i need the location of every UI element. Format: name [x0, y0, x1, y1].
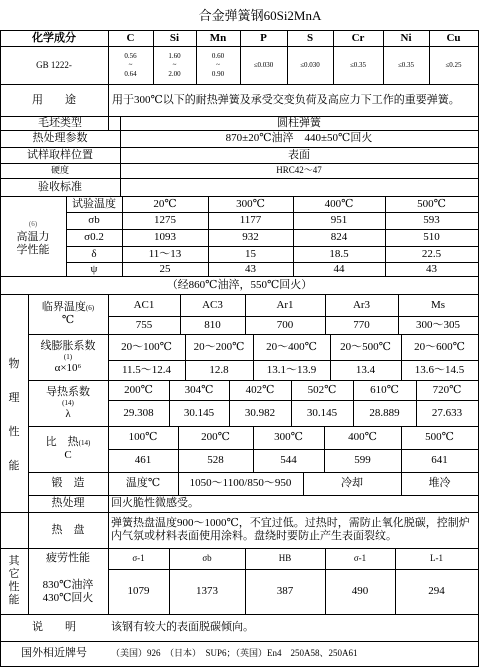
conductivity-temp: 200℃ — [124, 383, 153, 396]
specific-heat-temp: 300℃ — [274, 431, 303, 443]
element-s: S — [306, 31, 314, 44]
foreign-grades-label: 国外相近牌号 — [21, 647, 87, 659]
fatigue-value: 294 — [428, 585, 445, 597]
expansion-range: 20～600℃ — [414, 340, 465, 353]
composition-label: 化学成分 — [32, 31, 76, 44]
specific-heat-temp: 400℃ — [348, 431, 377, 443]
composition-value-c: 0.56 ~ 0.64 — [124, 51, 137, 78]
fatigue-header: L-1 — [430, 553, 443, 563]
critical-value: 810 — [204, 318, 221, 331]
blank-label: 毛坯类型 — [38, 116, 82, 129]
heat-params-label: 热处理参数 — [32, 132, 88, 144]
property-psi: ψ — [90, 262, 98, 275]
specific-heat-label: 比 热(14) C — [45, 436, 91, 461]
specific-heat-value: 599 — [354, 454, 371, 466]
delta-value: 18.5 — [329, 247, 349, 260]
psi-value: 44 — [333, 262, 345, 275]
forging-label: 锻 造 — [51, 477, 85, 489]
forging-cool-label: 冷却 — [341, 477, 363, 489]
composition-value-mn: 0.60 ~ 0.90 — [211, 51, 225, 78]
hardness-label: 硬度 — [50, 165, 69, 175]
critical-value: 770 — [353, 318, 370, 331]
sigma-02-value: 510 — [423, 231, 440, 243]
element-cr: Cr — [351, 31, 365, 44]
conductivity-value: 29.308 — [123, 406, 154, 419]
critical-header-ar1: Ar1 — [276, 298, 294, 311]
composition-value-s: ≤0.030 — [300, 60, 320, 69]
sigma-02-value: 1093 — [154, 231, 176, 243]
hot-coil-label: 热 盘 — [51, 523, 85, 536]
other-label: 其它性能 — [8, 555, 20, 606]
specific-heat-temp: 100℃ — [128, 431, 158, 443]
critical-temp-label: 临界温度(6) ℃ — [41, 301, 95, 326]
fatigue-value: 387 — [276, 585, 294, 597]
blank-value: 圆柱弹簧 — [277, 116, 321, 129]
heat-treat-label: 热处理 — [51, 497, 85, 509]
hot-coil-text: 弹簧热盘温度900～1000℃，不宜过低。过热时，需防止氧化脱碳，控制炉内气氛或材料表面使用涂料。盘绕时要防止产生表面裂纹。 — [111, 517, 470, 542]
sigma-b-value: 1275 — [154, 214, 176, 226]
conductivity-value: 30.145 — [306, 406, 338, 419]
composition-value-cu: ≤0.25 — [445, 60, 462, 69]
expansion-range: 20～400℃ — [266, 340, 317, 353]
expansion-value: 13.1～13.9 — [266, 363, 317, 376]
specific-heat-value: 528 — [207, 454, 224, 466]
element-c: C — [126, 31, 135, 44]
psi-value: 43 — [245, 262, 256, 275]
high-temp-footnote: （经860℃油淬，550℃回火） — [166, 278, 313, 291]
composition-value-si: 1.60 ~ 2.00 — [168, 51, 181, 78]
fatigue-condition: 830℃油淬 430℃回火 — [42, 578, 94, 604]
high-temp-note-mark: (6) — [28, 219, 38, 228]
element-mn: Mn — [209, 31, 227, 44]
usage-text: 用于300℃以下的耐热弹簧及承受交变负荷及高应力下工作的重要弹簧。 — [112, 93, 460, 106]
forging-temp-value: 1050～1100/850～950 — [189, 477, 292, 489]
heat-params-value: 870±20℃油淬 440±50℃回火 — [225, 132, 373, 144]
element-p: P — [260, 31, 267, 44]
sigma-02-value: 932 — [242, 231, 259, 243]
high-temp-label: (6) 高温力学性能 — [16, 219, 50, 256]
conductivity-temp: 402℃ — [245, 383, 275, 396]
psi-value: 43 — [426, 262, 437, 275]
conductivity-value: 30.145 — [183, 406, 215, 419]
conductivity-temp: 502℃ — [307, 383, 337, 396]
sampling-label: 试样取样位置 — [27, 148, 93, 161]
element-ni: Ni — [400, 31, 412, 44]
hardness-value: HRC42～47 — [276, 165, 322, 175]
specific-heat-value: 544 — [280, 454, 297, 466]
specific-heat-temp: 500℃ — [425, 431, 454, 443]
physical-label: 物理性能 — [8, 358, 20, 472]
critical-value: 300～305 — [416, 318, 460, 331]
critical-value: 700 — [276, 318, 294, 331]
acceptance-label: 验收标准 — [38, 180, 82, 193]
test-temp-1: 20℃ — [153, 197, 177, 210]
foreign-grades-text: （美国）926 （日本） SUP6；（英国）En4 250A58、250A61 — [111, 648, 358, 658]
delta-value: 11～13 — [148, 247, 182, 260]
forging-temp-label: 温度℃ — [125, 477, 161, 489]
sampling-value: 表面 — [288, 148, 310, 161]
critical-header-ms: Ms — [430, 298, 446, 311]
expansion-range: 20～200℃ — [193, 340, 245, 353]
conductivity-label: 导热系数 (14) λ — [46, 385, 90, 420]
sigma-b-value: 951 — [330, 214, 348, 226]
conductivity-value: 28.889 — [369, 406, 400, 419]
sheet-title: 合金弹簧钢60Si2MnA — [198, 7, 322, 23]
delta-value: 15 — [245, 247, 256, 260]
forging-cool-value: 堆冷 — [428, 477, 451, 489]
property-sigma-b: σb — [88, 214, 100, 226]
specific-heat-value: 461 — [134, 454, 152, 466]
sigma-02-value: 824 — [330, 231, 348, 243]
composition-value-ni: ≤0.35 — [397, 60, 415, 69]
element-si: Si — [169, 31, 180, 44]
expansion-range: 20～100℃ — [121, 340, 172, 353]
sigma-b-value: 593 — [423, 214, 440, 226]
conductivity-temp: 720℃ — [432, 383, 462, 396]
fatigue-header: σ-1 — [353, 553, 367, 563]
fatigue-label: 疲劳性能 — [46, 552, 90, 564]
conductivity-temp: 304℃ — [184, 383, 214, 396]
specific-heat-temp: 200℃ — [201, 431, 230, 443]
fatigue-header: σ-1 — [132, 553, 145, 563]
critical-header-ac1: AC1 — [133, 298, 155, 311]
composition-value-p: ≤0.030 — [253, 60, 274, 69]
conductivity-value: 30.982 — [244, 406, 276, 419]
property-sigma-02: σ0.2 — [84, 231, 104, 243]
fatigue-value: 1079 — [127, 585, 150, 597]
usage-label: 用 途 — [32, 93, 76, 106]
test-temp-2: 300℃ — [236, 197, 265, 210]
element-cu: Cu — [446, 31, 461, 44]
fatigue-value: 490 — [351, 585, 369, 597]
fatigue-header: σb — [202, 553, 212, 563]
conductivity-value: 27.633 — [431, 406, 463, 419]
critical-header-ac3: AC3 — [202, 298, 223, 311]
specific-heat-value: 641 — [431, 454, 448, 466]
test-temp-3: 400℃ — [324, 197, 354, 210]
delta-value: 22.5 — [421, 247, 442, 260]
property-delta: δ — [91, 247, 97, 260]
test-temp-label: 试验温度 — [72, 197, 116, 210]
fatigue-header: HB — [278, 553, 292, 563]
expansion-value: 11.5～12.4 — [121, 363, 172, 376]
critical-header-ar3: Ar3 — [352, 298, 371, 311]
heat-treat-text: 回火脆性微感受。 — [111, 497, 199, 509]
sigma-b-value: 1177 — [239, 214, 262, 226]
remarks-text: 该钢有较大的表面脱碳倾向。 — [111, 621, 254, 633]
expansion-range: 20～500℃ — [340, 340, 391, 353]
critical-value: 755 — [135, 318, 153, 331]
expansion-value: 13.4 — [355, 363, 376, 376]
expansion-value: 12.8 — [209, 363, 229, 376]
expansion-value: 13.6～14.5 — [414, 363, 465, 376]
composition-standard: GB 1222- — [36, 59, 72, 70]
test-temp-4: 500℃ — [417, 197, 446, 210]
expansion-label: 线膨胀系数 (1) α×10⁶ — [40, 339, 96, 374]
composition-value-cr: ≤0.35 — [349, 60, 367, 69]
psi-value: 25 — [159, 262, 171, 275]
fatigue-value: 1373 — [196, 585, 218, 597]
conductivity-temp: 610℃ — [370, 383, 399, 396]
remarks-label: 说 明 — [32, 621, 76, 633]
